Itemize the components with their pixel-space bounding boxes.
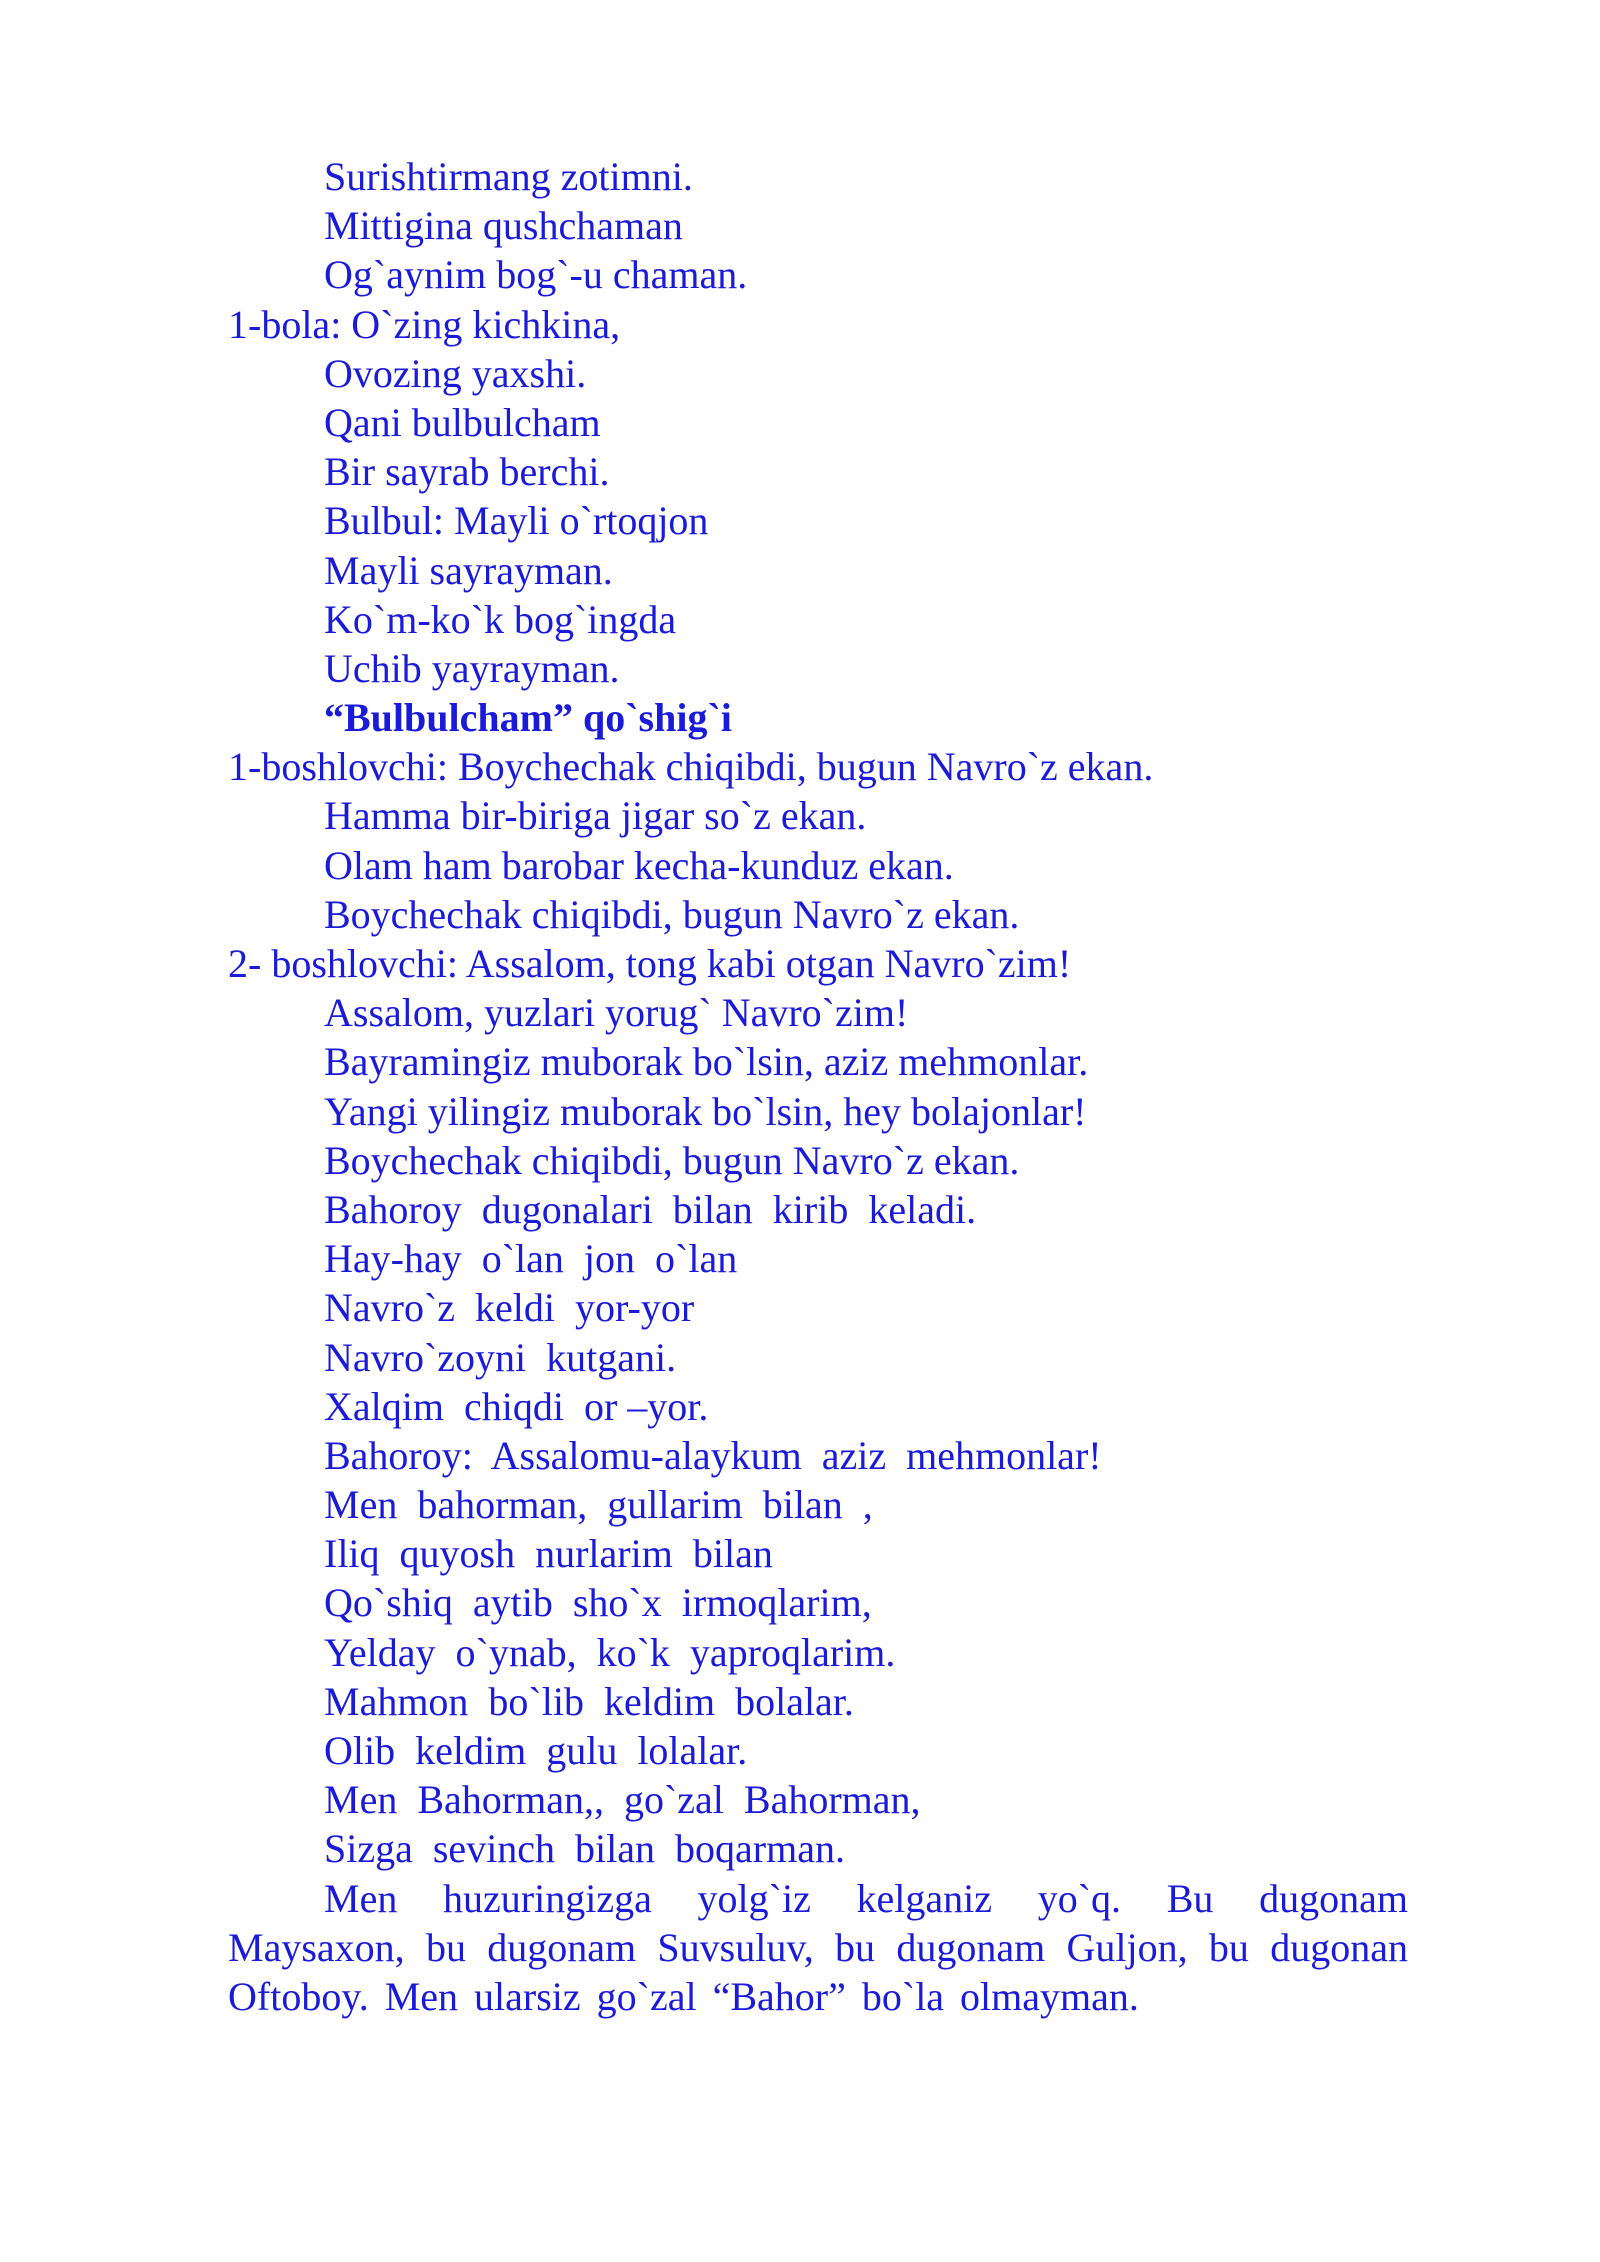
text-line: Yelday o`ynab, ko`k yaproqlarim. [324,1629,896,1675]
text-line: Bir sayrab berchi. [324,449,610,495]
text-line: Bahoroy dugonalari bilan kirib keladi. [324,1186,977,1232]
text-line: 1-boshlovchi: Boychechak chiqibdi, bugun Navro`z ekan. [228,744,1154,790]
text-line: Og`aynim bog`-u chaman. [324,252,748,298]
text-line: Boychechak chiqibdi, bugun Navro`z ekan. [324,1137,1020,1183]
text-line: Bahoroy: Assalomu-alaykum aziz mehmonlar! [324,1432,1102,1478]
closing-paragraph: Men huzuringizga yolg`iz kelganiz yo`q. Bu dugonam Maysaxon, bu dugonam Suvsuluv, bu dugonam Guljon, bu dugonan Oftoboy. Men ularsiz go`zal “Bahor” bo`la olmayman. [228,1875,1408,2019]
text-line: Xalqim chiqdi or –yor. [324,1383,709,1429]
text-line: Sizga sevinch bilan boqarman. [324,1826,845,1872]
document-body [228,152,1408,2021]
text-line: Assalom, yuzlari yorug` Navro`zim! [324,990,909,1036]
text-line: Boychechak chiqibdi, bugun Navro`z ekan. [324,891,1020,937]
text-line: Qani bulbulcham [324,399,601,445]
text-line: Olam ham barobar kecha-kunduz ekan. [324,842,954,888]
text-line: Surishtirmang zotimni. [324,154,693,199]
text-line: Ko`m-ko`k bog`ingda [324,596,677,642]
text-line: Hay-hay o`lan jon o`lan [324,1236,738,1282]
text-line: Olib keldim gulu lolalar. [324,1728,748,1773]
text-line: Mittigina qushchaman [324,203,683,249]
text-line: Ovozing yaxshi. [324,350,587,396]
text-line: Hamma bir-biriga jigar so`z ekan. [324,793,867,839]
text-line: Iliq quyosh nurlarim bilan [324,1531,773,1577]
text-line: Mahmon bo`lib keldim bolalar. [324,1678,854,1724]
text-line: Men bahorman, gullarim bilan , [324,1482,873,1528]
song-title: “Bulbulcham” qo`shig`i [324,695,732,741]
text-line: Bayramingiz muborak bo`lsin, aziz mehmonlar. [324,1039,1089,1085]
text-line: 1-bola: O`zing kichkina, [228,301,621,347]
text-line: 2- boshlovchi: Assalom, tong kabi otgan Navro`zim! [228,941,1072,986]
text-line: Bulbul: Mayli o`rtoqjon [324,498,709,544]
text-line: Navro`z keldi yor-yor [324,1285,695,1331]
text-line: Men Bahorman,, go`zal Bahorman, [324,1777,921,1823]
text-line: Mayli sayrayman. [324,547,613,593]
text-line: Yangi yilingiz muborak bo`lsin, hey bolajonlar! [324,1088,1087,1134]
text-line: Qo`shiq aytib sho`x irmoqlarim, [324,1580,872,1626]
text-line: Navro`zoyni kutgani. [324,1334,677,1380]
text-line: Uchib yayrayman. [324,645,620,691]
